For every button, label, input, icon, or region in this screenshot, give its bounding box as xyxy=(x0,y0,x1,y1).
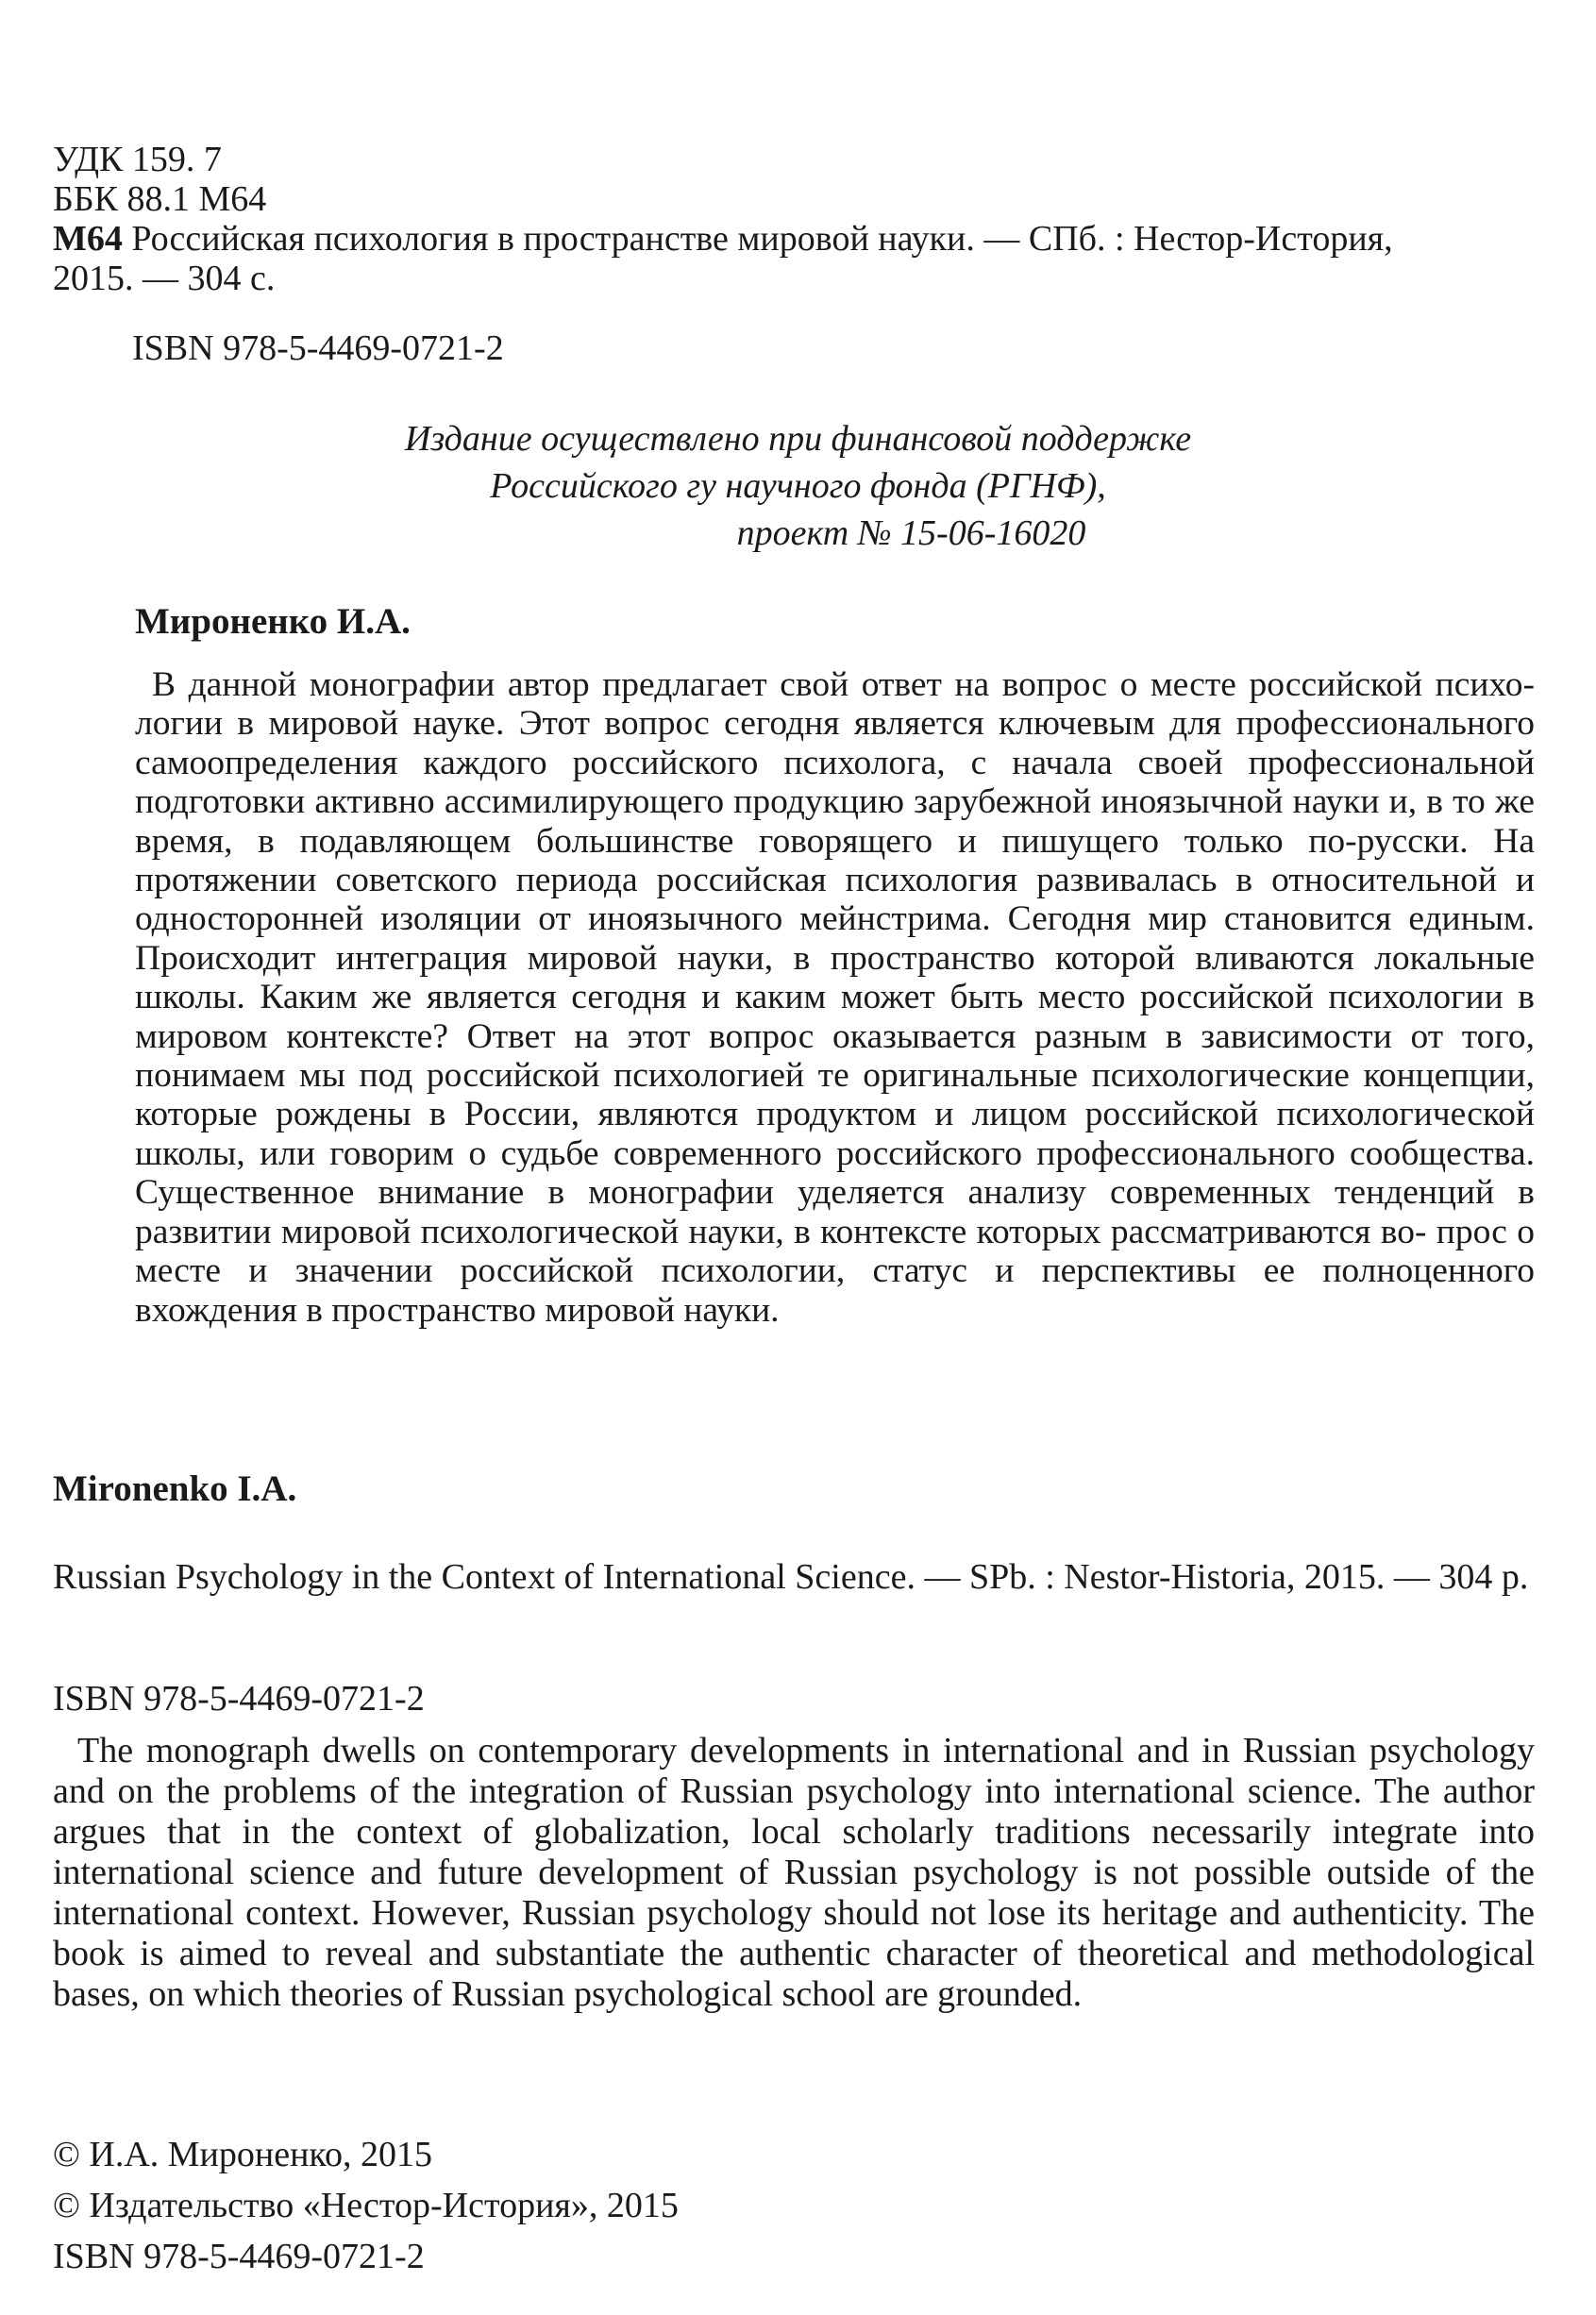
copyright-author: © И.А. Мироненко, 2015 xyxy=(53,2135,432,2174)
annotation-english: The monograph dwells on contemporary developments in international and in Russian psychology and on the problems of the integration of Russian psychology into international science. The author argues that in the context of globalization, local scholarly traditions necessarily integrate into international science and future development of Russian psychology is not possible outside of the international context. However, Russian psychology should not lose its heritage and authenticity. The book is aimed to reveal and substantiate the authentic character of theoretical and methodological bases, on which theories of Russian psychological school are grounded. xyxy=(53,1731,1535,2014)
title-english: Russian Psychology in the Context of International Science. — SPb. : Nestor-Historia, 2015. — 304 p. xyxy=(53,1557,1529,1597)
copyright-isbn: ISBN 978-5-4469-0721-2 xyxy=(53,2237,425,2276)
isbn-russian: ISBN 978-5-4469-0721-2 xyxy=(132,328,504,368)
isbn-english: ISBN 978-5-4469-0721-2 xyxy=(53,1679,425,1719)
author-name-english: Mironenko I.A. xyxy=(53,1468,297,1509)
copyright-publisher: © Издательство «Нестор-История», 2015 xyxy=(53,2186,679,2225)
bibliographic-title-continuation: 2015. — 304 с. xyxy=(53,259,276,298)
copyright-notice xyxy=(53,2129,1535,2282)
grant-line: Российского гу научного фонда (РГНФ), xyxy=(490,466,1106,506)
grant-project-number: проект № 15-06-16020 xyxy=(736,513,1086,553)
annotation-russian: В данной монографии автор предлагает свой ответ на вопрос о месте российской психо- логии в мировой науке. Этот вопрос сегодня является ключевым для профессионального самоопределения каждого российского психолога, с начала своей профессиональной подготовки активно ассимилирующего продукцию зарубежной иноязычной науки и, в то же время, в подавляющем большинстве говорящего и пишущего только по-русски. На протяжении советского периода российская психология развивалась в относительной и односторонней изоляции от иноязычного мейнстрима. Сегодня мир становится единым. Происходит интеграция мировой науки, в пространство которой вливаются локальные школы. Каким же является сегодня и каким может быть место российской психологии в мировом контексте? Ответ на этот вопрос оказывается разным в зависимости от того, понимаем мы под российской психологией те оригинальные психологические концепции, которые рождены в России, являются продуктом и лицом российской психологической школы, или говорим о судьбе современного российского профессионального сообщества. Существенное внимание в монографии уделяется анализу современных тенденций в развитии мировой психологической науки, в контексте которых рассматриваются во- прос о месте и значении российской психологии, статус и перспективы ее полноценного вхождения в пространство мировой науки. xyxy=(135,665,1535,1330)
author-mark: М64 xyxy=(53,219,123,259)
udk-code: УДК 159. 7 xyxy=(53,140,222,179)
bibliographic-header xyxy=(53,140,1535,298)
grant-notice xyxy=(0,415,1596,557)
grant-line: Издание осуществлено при финансовой поддержке xyxy=(404,419,1192,459)
bibliographic-title-line xyxy=(53,219,1535,259)
author-name-russian: Мироненко И.А. xyxy=(135,601,411,642)
bbk-code: ББК 88.1 М64 xyxy=(53,179,267,219)
bibliographic-title-text: Российская психология в пространстве мировой науки. — СПб. : Нестор-История, xyxy=(122,219,1393,259)
